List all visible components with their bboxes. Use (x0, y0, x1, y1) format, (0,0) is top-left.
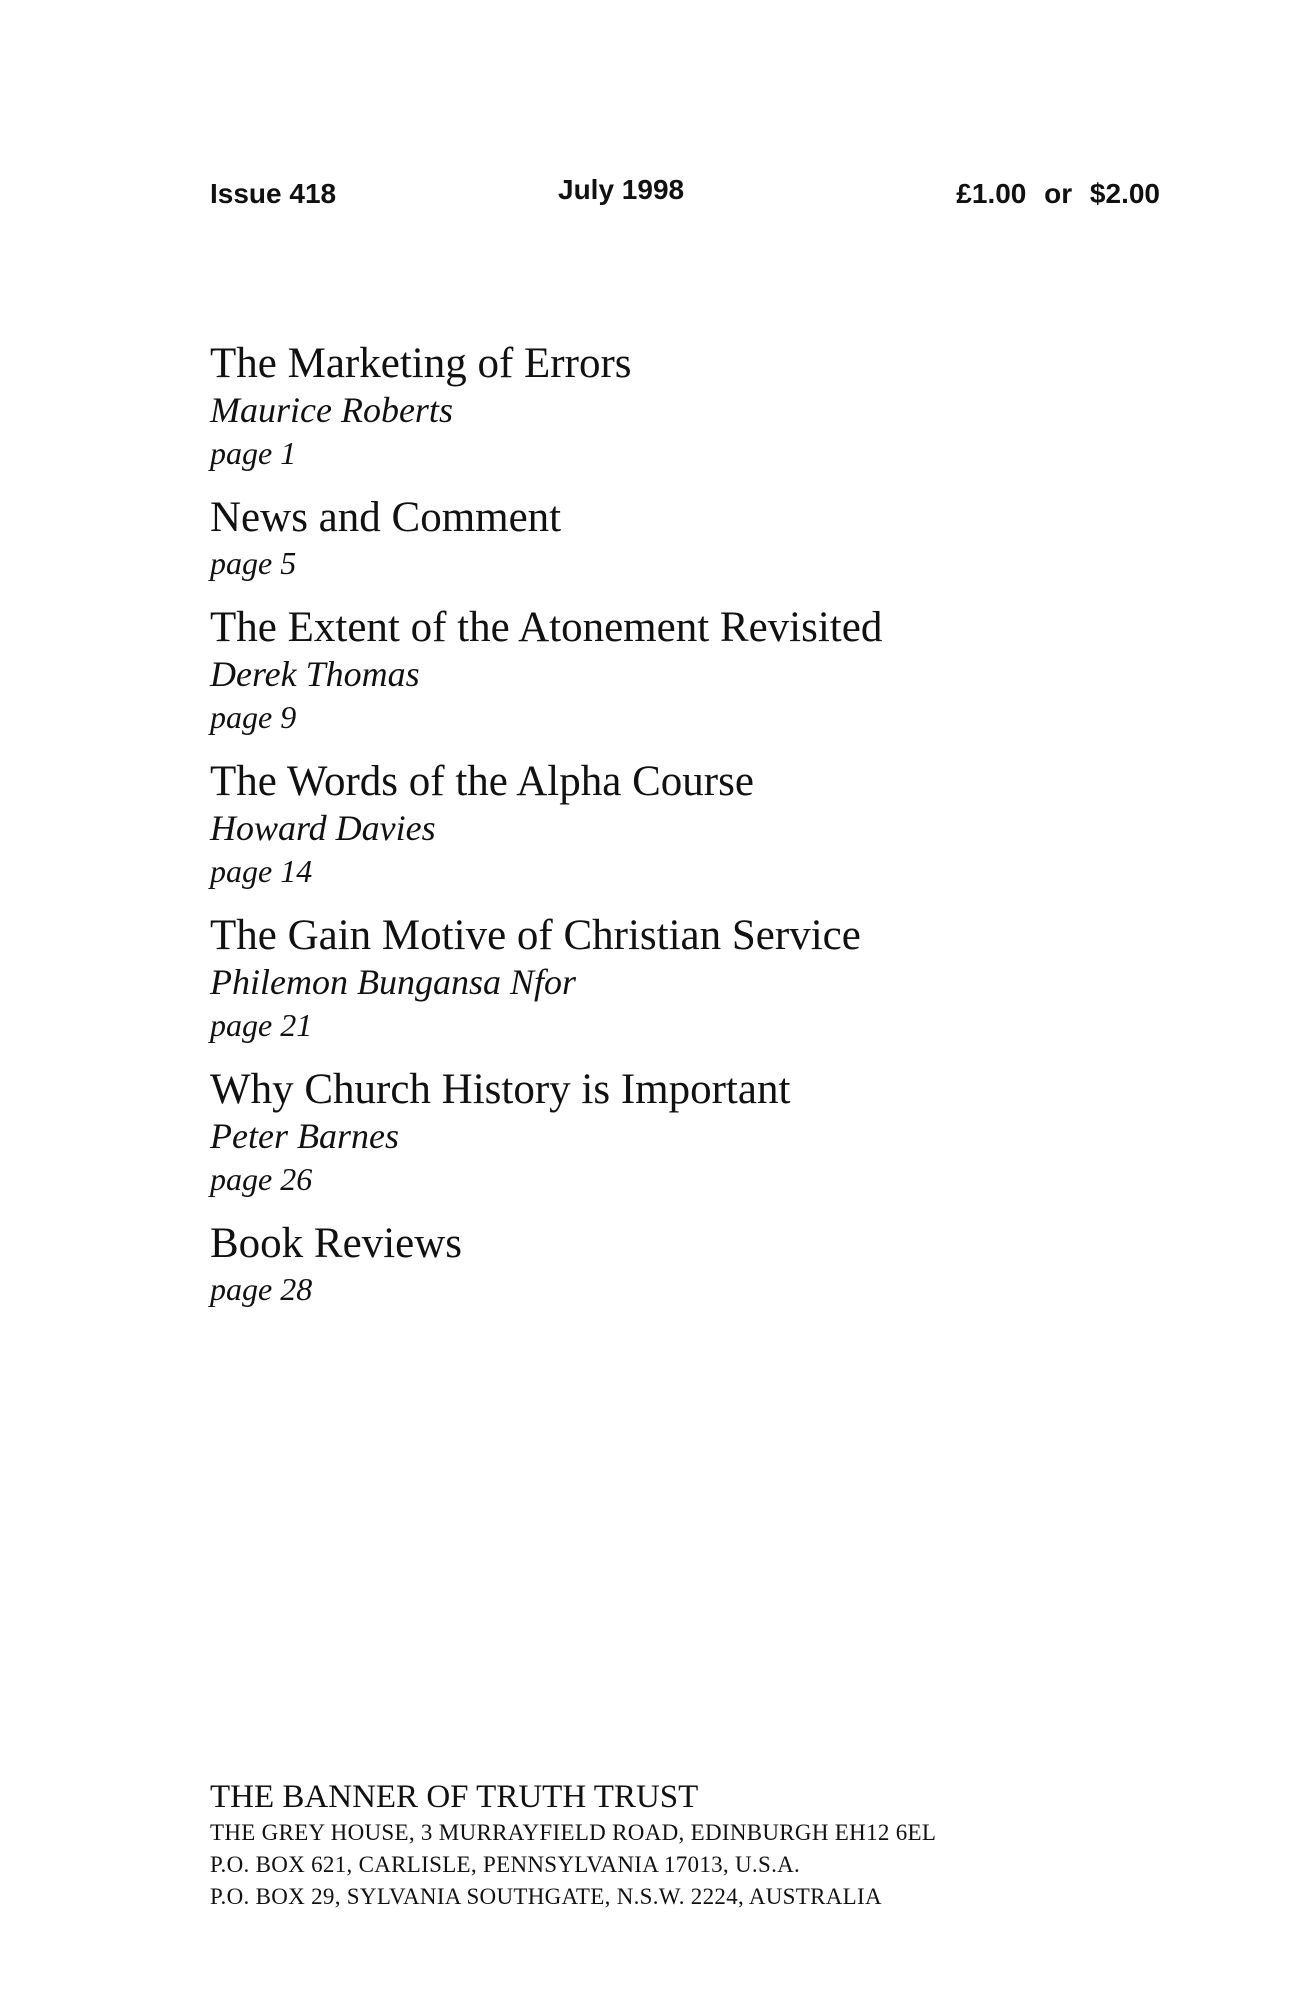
article-title: The Extent of the Atonement Revisited (210, 604, 883, 651)
toc-entry (210, 1066, 1210, 1200)
article-author: Maurice Roberts (210, 390, 453, 430)
toc-entry (210, 1220, 1210, 1310)
article-page: page 5 (210, 545, 297, 581)
article-page: page 9 (210, 699, 297, 735)
publisher-address: P.O. BOX 29, SYLVANIA SOUTHGATE, N.S.W. 2224, AUSTRALIA (210, 1884, 882, 1909)
issue-date: July 1998 (558, 174, 685, 205)
article-page: page 14 (210, 853, 313, 889)
article-title: The Marketing of Errors (210, 340, 632, 387)
article-author: Howard Davies (210, 808, 436, 848)
toc-entry (210, 912, 1210, 1046)
publisher-address: THE GREY HOUSE, 3 MURRAYFIELD ROAD, EDINBURGH EH12 6EL (210, 1820, 937, 1845)
toc-entry (210, 494, 1210, 584)
masthead (210, 174, 1160, 218)
issue-number: Issue 418 (210, 178, 337, 209)
article-author: Philemon Bungansa Nfor (210, 962, 576, 1002)
article-title: The Gain Motive of Christian Service (210, 912, 861, 959)
toc-entry (210, 604, 1210, 738)
article-author: Derek Thomas (210, 654, 420, 694)
article-title: The Words of the Alpha Course (210, 758, 754, 805)
toc-entry (210, 758, 1210, 892)
article-page: page 1 (210, 435, 297, 471)
article-page: page 26 (210, 1161, 313, 1197)
article-title: Book Reviews (210, 1220, 463, 1267)
article-title: Why Church History is Important (210, 1066, 791, 1113)
publisher-address: P.O. BOX 621, CARLISLE, PENNSYLVANIA 17013, U.S.A. (210, 1852, 801, 1877)
article-title: News and Comment (210, 494, 562, 541)
publisher-name: THE BANNER OF TRUTH TRUST (210, 1779, 699, 1815)
toc-entry (210, 340, 1210, 474)
article-author: Peter Barnes (210, 1116, 399, 1156)
article-page: page 28 (210, 1271, 313, 1307)
issue-price: £1.00 or $2.00 (956, 178, 1160, 209)
article-page: page 21 (210, 1007, 313, 1043)
table-of-contents (210, 340, 1210, 1330)
publisher-info (210, 1777, 1250, 1913)
